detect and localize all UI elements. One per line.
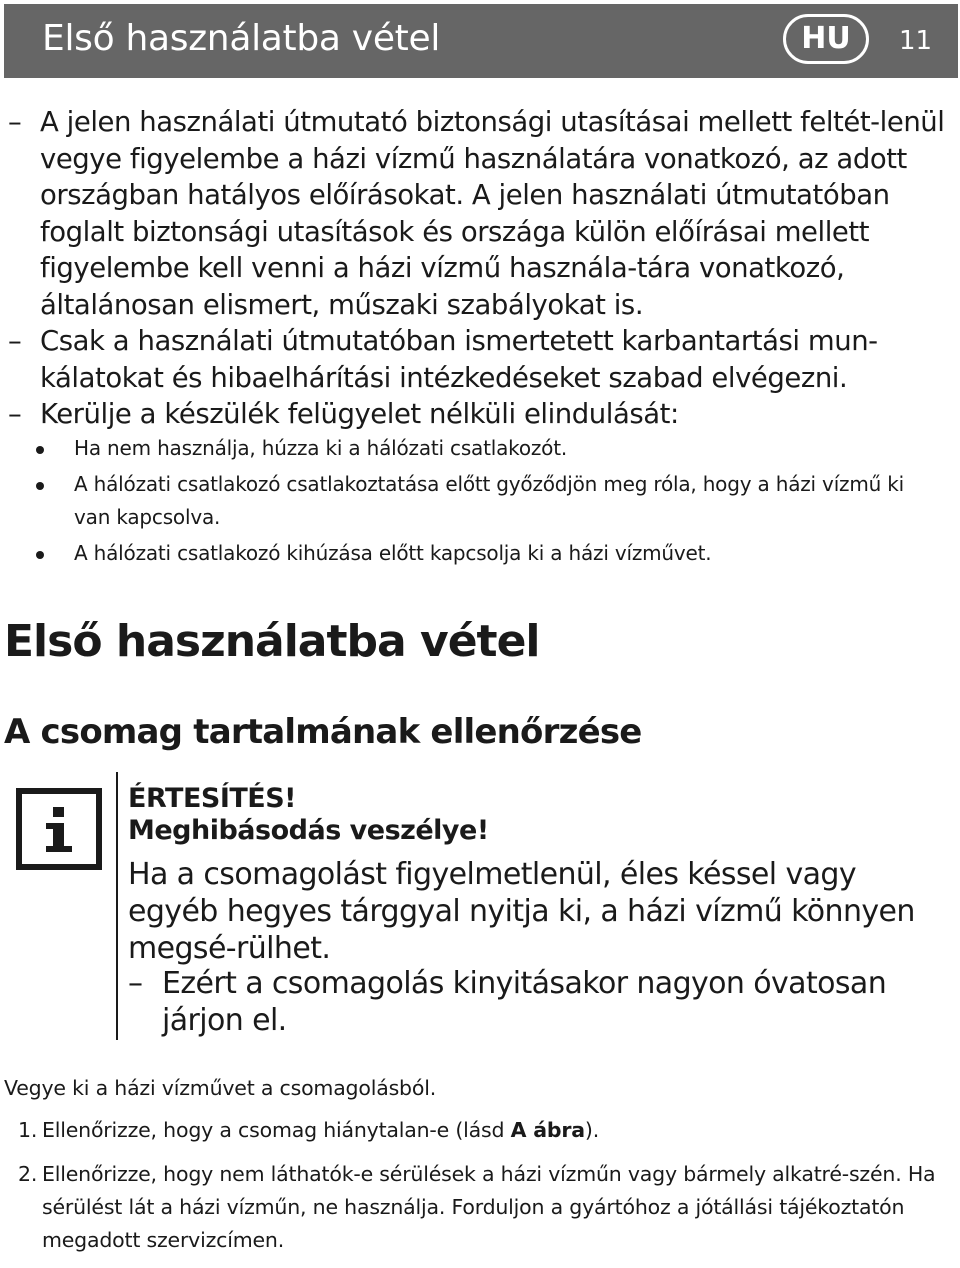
step-number: 2. bbox=[18, 1162, 38, 1186]
bullet-text: Ha nem használja, húzza ki a hálózati csatlakozót. bbox=[74, 436, 568, 460]
check-steps-list bbox=[0, 1114, 960, 1268]
step-item bbox=[0, 1114, 960, 1147]
unpack-intro: Vegye ki a házi vízművet a csomagolásból. bbox=[4, 1076, 437, 1100]
info-icon bbox=[16, 788, 102, 870]
page-number: 11 bbox=[899, 26, 933, 56]
language-badge: HU bbox=[783, 14, 869, 64]
notice-divider bbox=[116, 772, 118, 1040]
bullet-text: A hálózati csatlakozó csatlakoztatása előtt győződjön meg róla, hogy a házi vízmű ki van kapcsolva. bbox=[74, 472, 905, 529]
bullet-dot-icon bbox=[36, 446, 44, 454]
notice-title: ÉRTESÍTÉS! bbox=[128, 783, 296, 814]
step-text-end: ). bbox=[584, 1118, 600, 1142]
safety-instructions-list bbox=[0, 104, 960, 433]
safety-instruction-item bbox=[0, 323, 960, 396]
step-item bbox=[0, 1158, 960, 1257]
dash-marker: – bbox=[8, 398, 22, 430]
safety-instruction-text: A jelen használati útmutató biztonsági utasításai mellett feltét-lenül vegye figyelembe a házi vízmű használatára vonatkozó, az adott országban hatályos előírásokat. A jelen használati útmutatóban foglalt biztonsági utasítások és országa külön előírásai mellett figyelembe kell venni a házi vízmű használa-tára vonatkozó, általánosan elismert, műszaki szabályokat is. bbox=[40, 106, 945, 321]
bullet-item bbox=[0, 537, 960, 570]
dash-marker: – bbox=[128, 966, 143, 1001]
notice-body: Ha a csomagolást figyelmetlenül, éles késsel vagy egyéb hegyes tárggyal nyitja ki, a házi vízmű könnyen megsé-rülhet. bbox=[128, 857, 915, 966]
notice-dash-text: Ezért a csomagolás kinyitásakor nagyon óvatosan járjon el. bbox=[162, 966, 887, 1038]
step-number: 1. bbox=[18, 1118, 38, 1142]
bullet-dot-icon bbox=[36, 482, 44, 490]
notice-subtitle: Meghibásodás veszélye! bbox=[128, 815, 489, 846]
step-text: Ellenőrizze, hogy nem láthatók-e sérülések a házi vízműn vagy bármely alkatré-szén. Ha sérülést lát a házi vízműn, ne használja. Forduljon a gyártóhoz a jótállási tájékoztatón megadott szervizcímen. bbox=[42, 1162, 936, 1252]
header-title: Első használatba vétel bbox=[42, 18, 441, 59]
section-title: Első használatba vétel bbox=[4, 616, 540, 667]
dash-marker: – bbox=[8, 106, 22, 138]
dash-marker: – bbox=[8, 325, 22, 357]
info-icon-glyph bbox=[22, 794, 96, 864]
bullet-item bbox=[0, 432, 960, 465]
safety-instruction-item bbox=[0, 396, 960, 433]
bullet-text: A hálózati csatlakozó kihúzása előtt kapcsolja ki a házi vízművet. bbox=[74, 541, 712, 565]
safety-instruction-item bbox=[0, 104, 960, 323]
safety-instruction-text: Kerülje a készülék felügyelet nélküli elindulását: bbox=[40, 398, 679, 430]
page-header bbox=[4, 4, 958, 78]
bullet-item bbox=[0, 468, 960, 534]
figure-reference: A ábra bbox=[510, 1118, 585, 1142]
subsection-title: A csomag tartalmának ellenőrzése bbox=[4, 712, 642, 752]
bullet-dot-icon bbox=[36, 551, 44, 559]
safety-instruction-text: Csak a használati útmutatóban ismertetett karbantartási mun-kálatokat és hibaelhárítási intézkedéseket szabad elvégezni. bbox=[40, 325, 878, 394]
step-text: Ellenőrizze, hogy a csomag hiánytalan-e (lásd bbox=[42, 1118, 511, 1142]
notice-dash-item bbox=[128, 965, 948, 1039]
unattended-start-bullets bbox=[0, 432, 960, 573]
